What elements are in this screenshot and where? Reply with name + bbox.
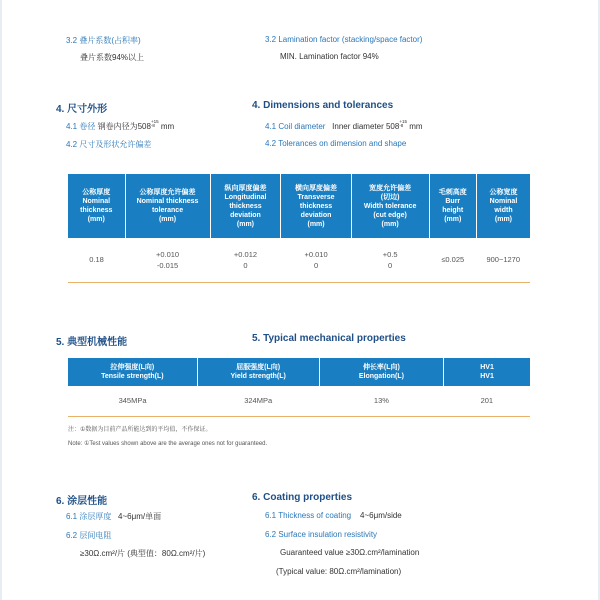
header-line: 纵向厚度偏差 <box>224 184 267 192</box>
header-line: Tensile strength(L) <box>101 373 164 380</box>
hdr-4 <box>354 184 427 229</box>
header-line: Nominal <box>489 198 518 205</box>
header-line: 屈服强度(L向) <box>236 364 281 371</box>
header-line: 公称宽度 <box>489 189 518 196</box>
header-line: thickness <box>229 202 262 210</box>
cell-line: +0.012 <box>233 249 258 259</box>
header-line: Nominal <box>82 198 111 205</box>
hdr-0 <box>70 188 123 224</box>
en-resistivity-guaranteed: Guaranteed value ≥30Ω.cm²/lamination <box>280 548 420 557</box>
en-coating-thickness-label: 6.1 Thickness of coating <box>265 511 352 520</box>
en-coil-diameter-value: Inner diameter 508 <box>332 122 400 131</box>
cn-coil-tolerance <box>151 120 159 128</box>
mhdr-0 <box>70 363 195 381</box>
header-line: 公称厚度 <box>82 189 111 196</box>
en-tolerances-label: 4.2 Tolerances on dimension and shape <box>265 139 407 148</box>
col-transverse-deviation <box>281 174 351 238</box>
cell-2 <box>210 238 281 282</box>
mval-2: 13% <box>373 396 389 406</box>
header-line: HV1 <box>480 373 494 380</box>
cell-line: 0 <box>388 260 393 270</box>
header-line: Nominal thickness <box>136 198 199 205</box>
mechanical-table-header <box>68 358 530 386</box>
header-line: 横向厚度偏差 <box>295 184 338 192</box>
en-tol-plus: +15 <box>399 119 407 124</box>
cn-coil-diameter-value: 钢卷内径为508 <box>97 122 151 131</box>
col-burr-height <box>429 174 476 238</box>
mechanical-table <box>68 358 530 417</box>
header-line: (mm) <box>444 216 462 223</box>
en-coating-thickness <box>265 511 402 520</box>
cell-0 <box>68 238 125 282</box>
header-line: Longitudinal <box>224 193 267 201</box>
header-line: 伸长率(L向) <box>362 364 400 371</box>
cell-line: 0 <box>243 260 248 270</box>
col-hardness <box>444 358 530 386</box>
en-coating-heading: 6. Coating properties <box>252 492 353 503</box>
header-line: Transverse <box>297 193 335 201</box>
header-line: (mm) <box>236 220 255 228</box>
cell-6 <box>476 238 530 282</box>
mhdr-3 <box>446 363 528 381</box>
en-lamination-value: MIN. Lamination factor 94% <box>280 52 379 61</box>
cn-tol-minus: -8 <box>150 123 155 128</box>
en-coil-diameter-unit: mm <box>409 122 423 131</box>
en-lamination-title: 3.2 Lamination factor (stacking/space factor) <box>265 35 423 44</box>
hdr-1 <box>128 188 208 224</box>
note-en: Note: ①Test values shown above are the average ones not for guaranteed. <box>68 441 268 447</box>
mhdr-1 <box>200 363 317 381</box>
cn-coil-diameter-label: 4.1 卷径 <box>66 122 96 131</box>
mval-3: 201 <box>480 396 494 406</box>
hdr-6 <box>479 188 528 224</box>
cell-line: +0.010 <box>304 249 328 259</box>
col-yield <box>197 358 319 386</box>
mval-1: 324MPa <box>244 396 273 406</box>
col-nominal-thickness <box>68 174 125 238</box>
header-line: 毛刺高度 <box>438 189 467 196</box>
en-dimensions-heading: 4. Dimensions and tolerances <box>252 100 394 111</box>
cn-lamination-title: 3.2 叠片系数(占积率) <box>66 36 141 45</box>
header-line: Yield strength(L) <box>230 373 286 380</box>
cn-coil-diameter-unit: mm <box>160 122 175 131</box>
en-coating-thickness-value: 4~6μm/side <box>360 511 402 520</box>
header-line: 宽度允许偏差 <box>369 184 412 192</box>
en-coil-diameter-label: 4.1 Coil diameter <box>265 122 326 131</box>
table-row <box>68 386 530 416</box>
header-line: thickness <box>299 202 333 210</box>
en-mechanical-heading: 5. Typical mechanical properties <box>252 333 406 344</box>
cn-coating-thickness-label: 6.1 涂层厚度 <box>66 512 112 521</box>
cell-line: 0 <box>313 260 319 270</box>
cell-1 <box>125 238 210 282</box>
cn-resistivity-label: 6.2 层间电阻 <box>66 531 112 540</box>
header-line: height <box>442 207 464 214</box>
header-line: Elongation(L) <box>358 373 404 380</box>
header-line: HV1 <box>480 364 494 371</box>
cell-line: -0.015 <box>156 260 179 270</box>
cn-coating-thickness <box>66 511 161 522</box>
note-cn: 注：①数据为目前产品所能达到的平均值，不作保证。 <box>68 427 212 433</box>
cell-line: ≤0.025 <box>441 255 465 265</box>
header-line: Width tolerance <box>363 202 417 210</box>
en-resistivity-label: 6.2 Surface insulation resistivity <box>265 530 378 539</box>
header-line: (mm) <box>158 216 177 223</box>
en-coil-diameter <box>265 120 423 131</box>
header-line: (mm) <box>381 220 399 228</box>
header-line: thickness <box>80 207 113 214</box>
hdr-3 <box>283 184 348 229</box>
dimensions-table <box>68 174 530 283</box>
mhdr-2 <box>322 363 441 381</box>
header-line: deviation <box>300 211 332 219</box>
dimensions-table-header <box>68 174 530 238</box>
en-resistivity-typical: (Typical value: 80Ω.cm²/lamination) <box>276 567 402 576</box>
header-line: (mm) <box>494 216 513 223</box>
en-tol-minus: -8 <box>399 123 404 128</box>
mval-0: 345MPa <box>118 396 147 406</box>
cell-3 <box>281 238 351 282</box>
cn-coil-diameter <box>66 120 174 132</box>
cell-4 <box>351 238 429 282</box>
header-line: deviation <box>230 211 261 219</box>
cn-lamination-value: 叠片系数94%以上 <box>80 53 145 62</box>
cn-tol-plus: +15 <box>150 119 159 124</box>
header-line: (cut edge) <box>373 211 407 219</box>
col-tensile <box>68 358 197 386</box>
col-longitudinal-deviation <box>210 174 281 238</box>
header-line: Burr <box>445 198 461 205</box>
table-row <box>68 238 530 282</box>
header-line: (切边) <box>380 193 400 201</box>
header-line: 拉伸强度(L向) <box>110 364 155 371</box>
cn-resistivity-value: ≥30Ω.cm²/片 (典型值：80Ω.cm²/片) <box>80 549 206 558</box>
cell-line: 0.18 <box>89 255 104 265</box>
cn-coating-heading: 6. 涂层性能 <box>56 496 108 507</box>
cell-line: +0.5 <box>382 249 398 259</box>
hdr-2 <box>213 184 279 229</box>
col-thickness-tolerance <box>125 174 210 238</box>
cell-line: 900~1270 <box>486 255 521 265</box>
col-width-tolerance <box>351 174 429 238</box>
cell-5 <box>429 238 476 282</box>
col-nominal-width <box>476 174 530 238</box>
header-line: tolerance <box>151 207 184 214</box>
header-line: 公称厚度允许偏差 <box>139 189 196 196</box>
header-line: width <box>494 207 513 214</box>
cell-line: +0.010 <box>155 249 180 259</box>
hdr-5 <box>432 188 474 224</box>
header-line: (mm) <box>87 216 105 223</box>
cn-mechanical-heading: 5. 典型机械性能 <box>56 337 128 348</box>
col-elongation <box>319 358 443 386</box>
en-coil-tolerance <box>399 120 407 128</box>
cn-dimensions-heading: 4. 尺寸外形 <box>56 104 108 115</box>
cn-tolerances-label: 4.2 尺寸及形状允许偏差 <box>66 140 152 149</box>
header-line: (mm) <box>307 220 325 228</box>
cn-coating-thickness-value: 4~6μm/单面 <box>118 512 162 521</box>
